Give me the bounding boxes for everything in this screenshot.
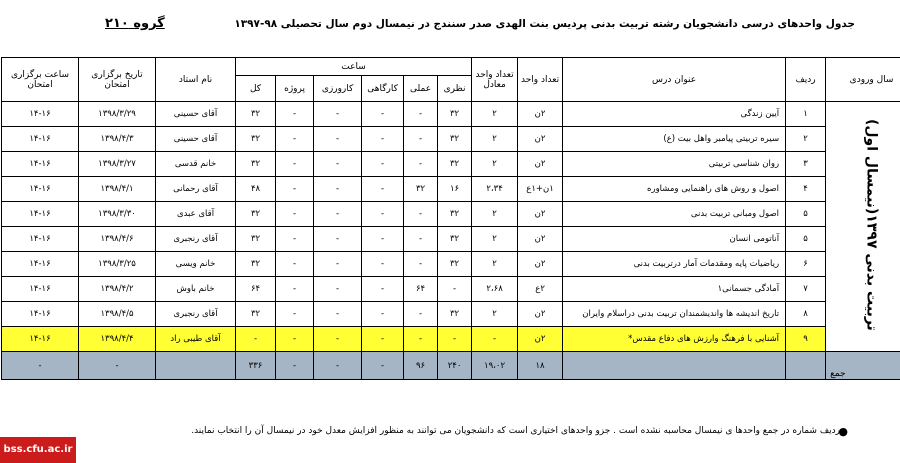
internship-hours: -	[314, 327, 362, 352]
table-row	[2, 127, 900, 152]
table-row	[2, 252, 900, 277]
project-hours: -	[276, 302, 314, 327]
workshop-hours: -	[362, 127, 404, 152]
row-number: ۵	[786, 227, 826, 252]
totals-theory: ۲۴۰	[438, 352, 472, 380]
workshop-hours: -	[362, 252, 404, 277]
total-hours: ۳۲	[236, 202, 276, 227]
totals-course	[563, 352, 786, 380]
workshop-hours: -	[362, 327, 404, 352]
exam-time: ۱۴-۱۶	[2, 127, 79, 152]
exam-date: ۱۳۹۸/۳/۲۹	[79, 102, 156, 127]
theory-hours: ۳۲	[438, 302, 472, 327]
internship-hours: -	[314, 152, 362, 177]
practical-hours: ۳۲	[404, 177, 438, 202]
project-hours: -	[276, 252, 314, 277]
total-hours: ۳۲	[236, 302, 276, 327]
totals-workshop: -	[362, 352, 404, 380]
table-row	[2, 302, 900, 327]
total-hours: -	[236, 327, 276, 352]
equiv-credits: ۲	[472, 202, 518, 227]
table-row	[2, 277, 900, 302]
theory-hours: ۳۲	[438, 202, 472, 227]
project-hours: -	[276, 202, 314, 227]
header-workshop: کارگاهی	[362, 76, 404, 102]
workshop-hours: -	[362, 102, 404, 127]
exam-time: ۱۴-۱۶	[2, 202, 79, 227]
row-number: ۷	[786, 277, 826, 302]
theory-hours: ۳۲	[438, 252, 472, 277]
course-title: آمادگی جسمانی۱	[563, 277, 786, 302]
course-title: آناتومی انسان	[563, 227, 786, 252]
header-instructor: نام استاد	[156, 58, 236, 102]
instructor: آقای رحمانی	[156, 177, 236, 202]
header-exam-date: تاریخ برگزاری امتحان	[79, 58, 156, 102]
header-total: کل	[236, 76, 276, 102]
exam-date: ۱۳۹۸/۴/۲	[79, 277, 156, 302]
row-number: ۸	[786, 302, 826, 327]
practical-hours: ۶۴	[404, 277, 438, 302]
internship-hours: -	[314, 202, 362, 227]
theory-hours: ۱۶	[438, 177, 472, 202]
instructor: خانم ویسی	[156, 252, 236, 277]
practical-hours: -	[404, 102, 438, 127]
internship-hours: -	[314, 102, 362, 127]
workshop-hours: -	[362, 152, 404, 177]
practical-hours: -	[404, 152, 438, 177]
workshop-hours: -	[362, 227, 404, 252]
instructor: آقای حسینی	[156, 127, 236, 152]
course-title: آشنایی با فرهنگ وارزش های دفاع مقدس*	[563, 327, 786, 352]
header-credits: تعداد واحد	[518, 58, 563, 102]
practical-hours: -	[404, 127, 438, 152]
header-row-number: ردیف	[786, 58, 826, 102]
row-number: ۱	[786, 102, 826, 127]
practical-hours: -	[404, 252, 438, 277]
practical-hours: -	[404, 327, 438, 352]
exam-time: ۱۴-۱۶	[2, 302, 79, 327]
course-table	[1, 57, 900, 380]
internship-hours: -	[314, 177, 362, 202]
theory-hours: ۳۲	[438, 127, 472, 152]
totals-exam-date: -	[79, 352, 156, 380]
totals-instructor	[156, 352, 236, 380]
entry-year-value: تربیت بدنی ۱۳۹۷(نیمسال اول)	[863, 119, 880, 331]
totals-label: جمع	[826, 352, 900, 380]
header-course: عنوان درس	[563, 58, 786, 102]
exam-time: ۱۴-۱۶	[2, 277, 79, 302]
exam-date: ۱۳۹۸/۴/۳	[79, 127, 156, 152]
course-title: تاریخ اندیشه ها واندیشمندان تربیت بدنی دراسلام وایران	[563, 302, 786, 327]
project-hours: -	[276, 327, 314, 352]
table-row	[2, 202, 900, 227]
bullet-icon: ●	[838, 425, 848, 438]
total-hours: ۴۸	[236, 177, 276, 202]
instructor: آقای رنجبری	[156, 227, 236, 252]
internship-hours: -	[314, 252, 362, 277]
equiv-credits: ۲	[472, 302, 518, 327]
exam-date: ۱۳۹۸/۳/۳۰	[79, 202, 156, 227]
practical-hours: -	[404, 202, 438, 227]
internship-hours: -	[314, 277, 362, 302]
exam-time: ۱۴-۱۶	[2, 252, 79, 277]
course-title: ریاضیات پایه ومقدمات آمار درتربیت بدنی	[563, 252, 786, 277]
page-title: جدول واحدهای درسی دانشجویان رشته تربیت بدنی پردیس بنت الهدی صدر سنندج در نیمسال دوم سال تحصیلی ۹۸-۱۳۹۷	[234, 18, 855, 30]
course-title: سیره تربیتی پیامبر واهل بیت (ع)	[563, 127, 786, 152]
workshop-hours: -	[362, 277, 404, 302]
theory-hours: -	[438, 277, 472, 302]
exam-date: ۱۳۹۸/۳/۲۵	[79, 252, 156, 277]
totals-exam-time: -	[2, 352, 79, 380]
totals-practical: ۹۶	[404, 352, 438, 380]
project-hours: -	[276, 277, 314, 302]
credits: ۲ع	[518, 277, 563, 302]
project-hours: -	[276, 177, 314, 202]
group-label: گروه ۲۱۰	[105, 16, 165, 31]
course-title: اصول ومبانی تربیت بدنی	[563, 202, 786, 227]
workshop-hours: -	[362, 202, 404, 227]
exam-time: ۱۴-۱۶	[2, 152, 79, 177]
equiv-credits: ۲	[472, 152, 518, 177]
project-hours: -	[276, 127, 314, 152]
totals-total: ۳۳۶	[236, 352, 276, 380]
theory-hours: ۳۲	[438, 152, 472, 177]
exam-time: ۱۴-۱۶	[2, 177, 79, 202]
workshop-hours: -	[362, 177, 404, 202]
theory-hours: ۳۲	[438, 227, 472, 252]
table-row	[2, 177, 900, 202]
course-title: آیین زندگی	[563, 102, 786, 127]
row-number: ۵	[786, 202, 826, 227]
project-hours: -	[276, 152, 314, 177]
project-hours: -	[276, 227, 314, 252]
internship-hours: -	[314, 302, 362, 327]
table-row	[2, 152, 900, 177]
credits: ۲ن	[518, 202, 563, 227]
row-number: ۴	[786, 177, 826, 202]
exam-date: ۱۳۹۸/۴/۴	[79, 327, 156, 352]
exam-time: ۱۴-۱۶	[2, 102, 79, 127]
row-number: ۲	[786, 127, 826, 152]
total-hours: ۳۲	[236, 127, 276, 152]
table-row	[2, 327, 900, 352]
header-project: پروژه	[276, 76, 314, 102]
title-row	[0, 14, 900, 34]
equiv-credits: ۲	[472, 227, 518, 252]
total-hours: ۳۲	[236, 252, 276, 277]
header-row-1	[2, 58, 900, 76]
exam-time: ۱۴-۱۶	[2, 327, 79, 352]
totals-equiv: ۱۹،۰۲	[472, 352, 518, 380]
instructor: خانم باوش	[156, 277, 236, 302]
equiv-credits: ۲	[472, 252, 518, 277]
row-number: ۹	[786, 327, 826, 352]
instructor: آقای طیبی راد	[156, 327, 236, 352]
credits: ۲ن	[518, 152, 563, 177]
entry-year-cell	[826, 102, 900, 352]
credits: ۲ن	[518, 102, 563, 127]
total-hours: ۶۴	[236, 277, 276, 302]
header-hours: ساعت	[236, 58, 472, 76]
practical-hours: -	[404, 302, 438, 327]
credits: ۲ن	[518, 227, 563, 252]
totals-row-number	[786, 352, 826, 380]
total-hours: ۳۲	[236, 102, 276, 127]
header-exam-time: ساعت برگزاری امتحان	[2, 58, 79, 102]
equiv-credits: ۲	[472, 127, 518, 152]
table-row	[2, 227, 900, 252]
site-logo: bss.cfu.ac.ir	[0, 437, 76, 463]
internship-hours: -	[314, 127, 362, 152]
exam-date: ۱۳۹۸/۴/۶	[79, 227, 156, 252]
footnote: ردیف شماره در جمع واحدها ی نیمسال محاسبه نشده است . جزو واحدهای اختیاری است که دانشجویان می توانند به منظور افزایش معدل خود در نیمسال آن را انتخاب نمایند.	[191, 426, 840, 436]
instructor: خانم قدسی	[156, 152, 236, 177]
instructor: آقای حسینی	[156, 102, 236, 127]
exam-date: ۱۳۹۸/۴/۵	[79, 302, 156, 327]
instructor: آقای عبدی	[156, 202, 236, 227]
totals-project: -	[276, 352, 314, 380]
credits: ۲ن	[518, 327, 563, 352]
exam-date: ۱۳۹۸/۴/۱	[79, 177, 156, 202]
credits: ۲ن	[518, 127, 563, 152]
credits: ۱ن+۱ع	[518, 177, 563, 202]
row-number: ۶	[786, 252, 826, 277]
theory-hours: -	[438, 327, 472, 352]
equiv-credits: ۲،۶۸	[472, 277, 518, 302]
header-practical: عملی	[404, 76, 438, 102]
instructor: آقای رنجبری	[156, 302, 236, 327]
row-number: ۳	[786, 152, 826, 177]
exam-time: ۱۴-۱۶	[2, 227, 79, 252]
equiv-credits: ۲،۳۴	[472, 177, 518, 202]
header-internship: کارورزی	[314, 76, 362, 102]
header-entry-year: سال ورودی	[826, 58, 900, 102]
theory-hours: ۳۲	[438, 102, 472, 127]
credits: ۲ن	[518, 302, 563, 327]
table-row	[2, 102, 900, 127]
header-equiv-credits: تعداد واحد معادل	[472, 58, 518, 102]
credits: ۲ن	[518, 252, 563, 277]
course-title: اصول و روش های راهنمایی ومشاوره	[563, 177, 786, 202]
workshop-hours: -	[362, 302, 404, 327]
header-theory: نظری	[438, 76, 472, 102]
equiv-credits: ۲	[472, 102, 518, 127]
total-hours: ۳۲	[236, 152, 276, 177]
internship-hours: -	[314, 227, 362, 252]
totals-internship: -	[314, 352, 362, 380]
total-hours: ۳۲	[236, 227, 276, 252]
project-hours: -	[276, 102, 314, 127]
practical-hours: -	[404, 227, 438, 252]
course-title: روان شناسی تربیتی	[563, 152, 786, 177]
totals-credits: ۱۸	[518, 352, 563, 380]
equiv-credits: -	[472, 327, 518, 352]
exam-date: ۱۳۹۸/۳/۲۷	[79, 152, 156, 177]
totals-row	[2, 352, 900, 380]
